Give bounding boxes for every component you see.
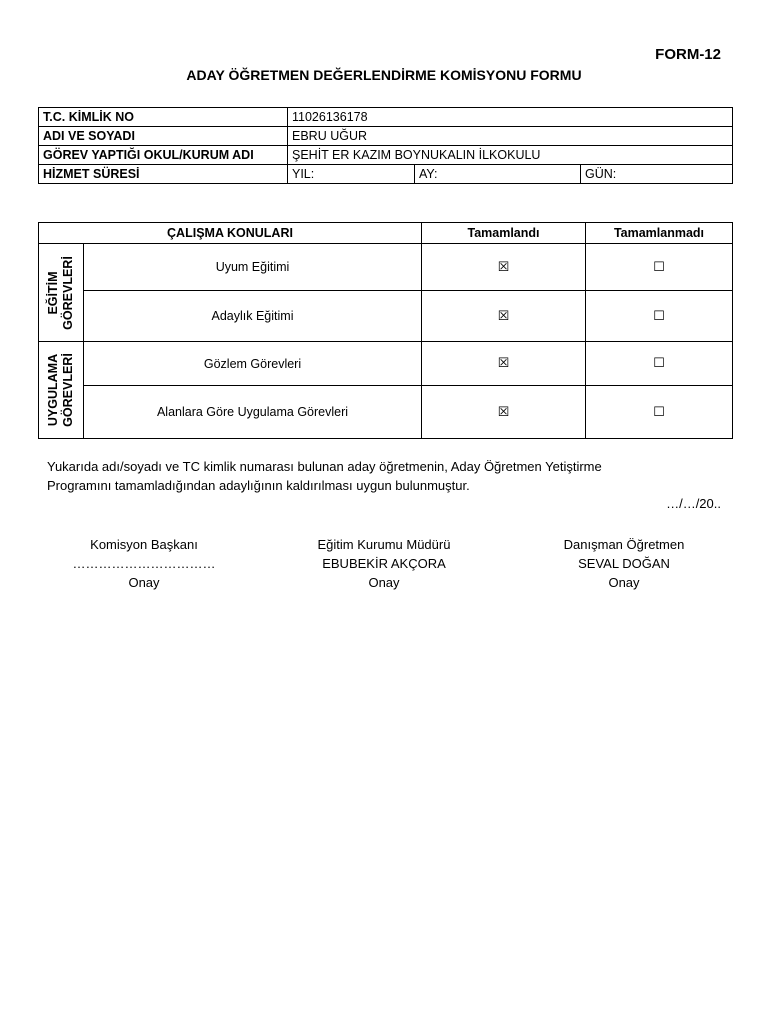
signature-approval: Onay xyxy=(368,575,400,590)
done-checkbox[interactable]: ☒ xyxy=(422,342,586,386)
not-done-checkbox[interactable]: ☐ xyxy=(586,386,733,439)
done-checkbox[interactable]: ☒ xyxy=(422,386,586,439)
not-done-checkbox[interactable]: ☐ xyxy=(586,244,733,291)
tc-value: 11026136178 xyxy=(288,108,733,127)
table-row xyxy=(39,165,733,184)
statement-line: Programını tamamladığından adaylığının kaldırılması uygun bulunmuştur. xyxy=(47,478,470,493)
group-label: GÖREVLERİ xyxy=(61,353,75,427)
signature-name: EBUBEKİR AKÇORA xyxy=(322,556,446,571)
topic-cell: Alanlara Göre Uygulama Görevleri xyxy=(84,386,422,439)
name-label: ADI VE SOYADI xyxy=(39,127,288,146)
table-row xyxy=(39,108,733,127)
group-practice-tasks xyxy=(39,342,84,439)
topic-cell: Gözlem Görevleri xyxy=(84,342,422,386)
table-row xyxy=(39,291,733,342)
service-month: AY: xyxy=(415,165,581,184)
school-label: GÖREV YAPTIĞI OKUL/KURUM ADI xyxy=(39,146,288,165)
topics-header: ÇALIŞMA KONULARI xyxy=(39,223,422,244)
table-row xyxy=(39,386,733,439)
topic-cell: Adaylık Eğitimi xyxy=(84,291,422,342)
done-header: Tamamlandı xyxy=(422,223,586,244)
group-label: GÖREVLERİ xyxy=(61,255,75,330)
not-done-checkbox[interactable]: ☐ xyxy=(586,291,733,342)
done-checkbox[interactable]: ☒ xyxy=(422,291,586,342)
signature-approval: Onay xyxy=(128,575,160,590)
form-title: ADAY ÖĞRETMEN DEĞERLENDİRME KOMİSYONU FORMU xyxy=(186,67,582,83)
school-value: ŞEHİT ER KAZIM BOYNUKALIN İLKOKULU xyxy=(288,146,733,165)
table-header-row xyxy=(39,223,733,244)
table-row xyxy=(39,127,733,146)
table-row xyxy=(39,244,733,291)
service-label: HİZMET SÜRESİ xyxy=(39,165,288,184)
signature-commission-head xyxy=(24,535,264,592)
service-day: GÜN: xyxy=(581,165,733,184)
signature-role: Danışman Öğretmen xyxy=(563,537,685,552)
signature-school-director xyxy=(264,535,504,592)
work-topics-table xyxy=(38,222,733,439)
signature-name: SEVAL DOĞAN xyxy=(578,556,670,571)
service-year: YIL: xyxy=(288,165,415,184)
signature-advisor-teacher xyxy=(504,535,744,592)
table-row xyxy=(39,342,733,386)
not-done-checkbox[interactable]: ☐ xyxy=(586,342,733,386)
group-label: UYGULAMA xyxy=(46,353,60,427)
form-code: FORM-12 xyxy=(655,46,721,63)
group-education-tasks xyxy=(39,244,84,342)
signature-role: Eğitim Kurumu Müdürü xyxy=(317,537,451,552)
candidate-info-table xyxy=(38,107,733,184)
signature-approval: Onay xyxy=(608,575,640,590)
approval-statement xyxy=(47,457,727,495)
not-done-header: Tamamlanmadı xyxy=(586,223,733,244)
tc-label: T.C. KİMLİK NO xyxy=(39,108,288,127)
table-row xyxy=(39,146,733,165)
statement-line: Yukarıda adı/soyadı ve TC kimlik numarası bulunan aday öğretmenin, Aday Öğretmen Yetiştirme xyxy=(47,459,602,474)
signature-role: Komisyon Başkanı xyxy=(90,537,198,552)
signature-name: …………………………… xyxy=(72,556,216,571)
date-placeholder: …/…/20.. xyxy=(666,496,721,511)
name-value: EBRU UĞUR xyxy=(288,127,733,146)
topic-cell: Uyum Eğitimi xyxy=(84,244,422,291)
done-checkbox[interactable]: ☒ xyxy=(422,244,586,291)
group-label: EĞİTİM xyxy=(46,270,60,315)
